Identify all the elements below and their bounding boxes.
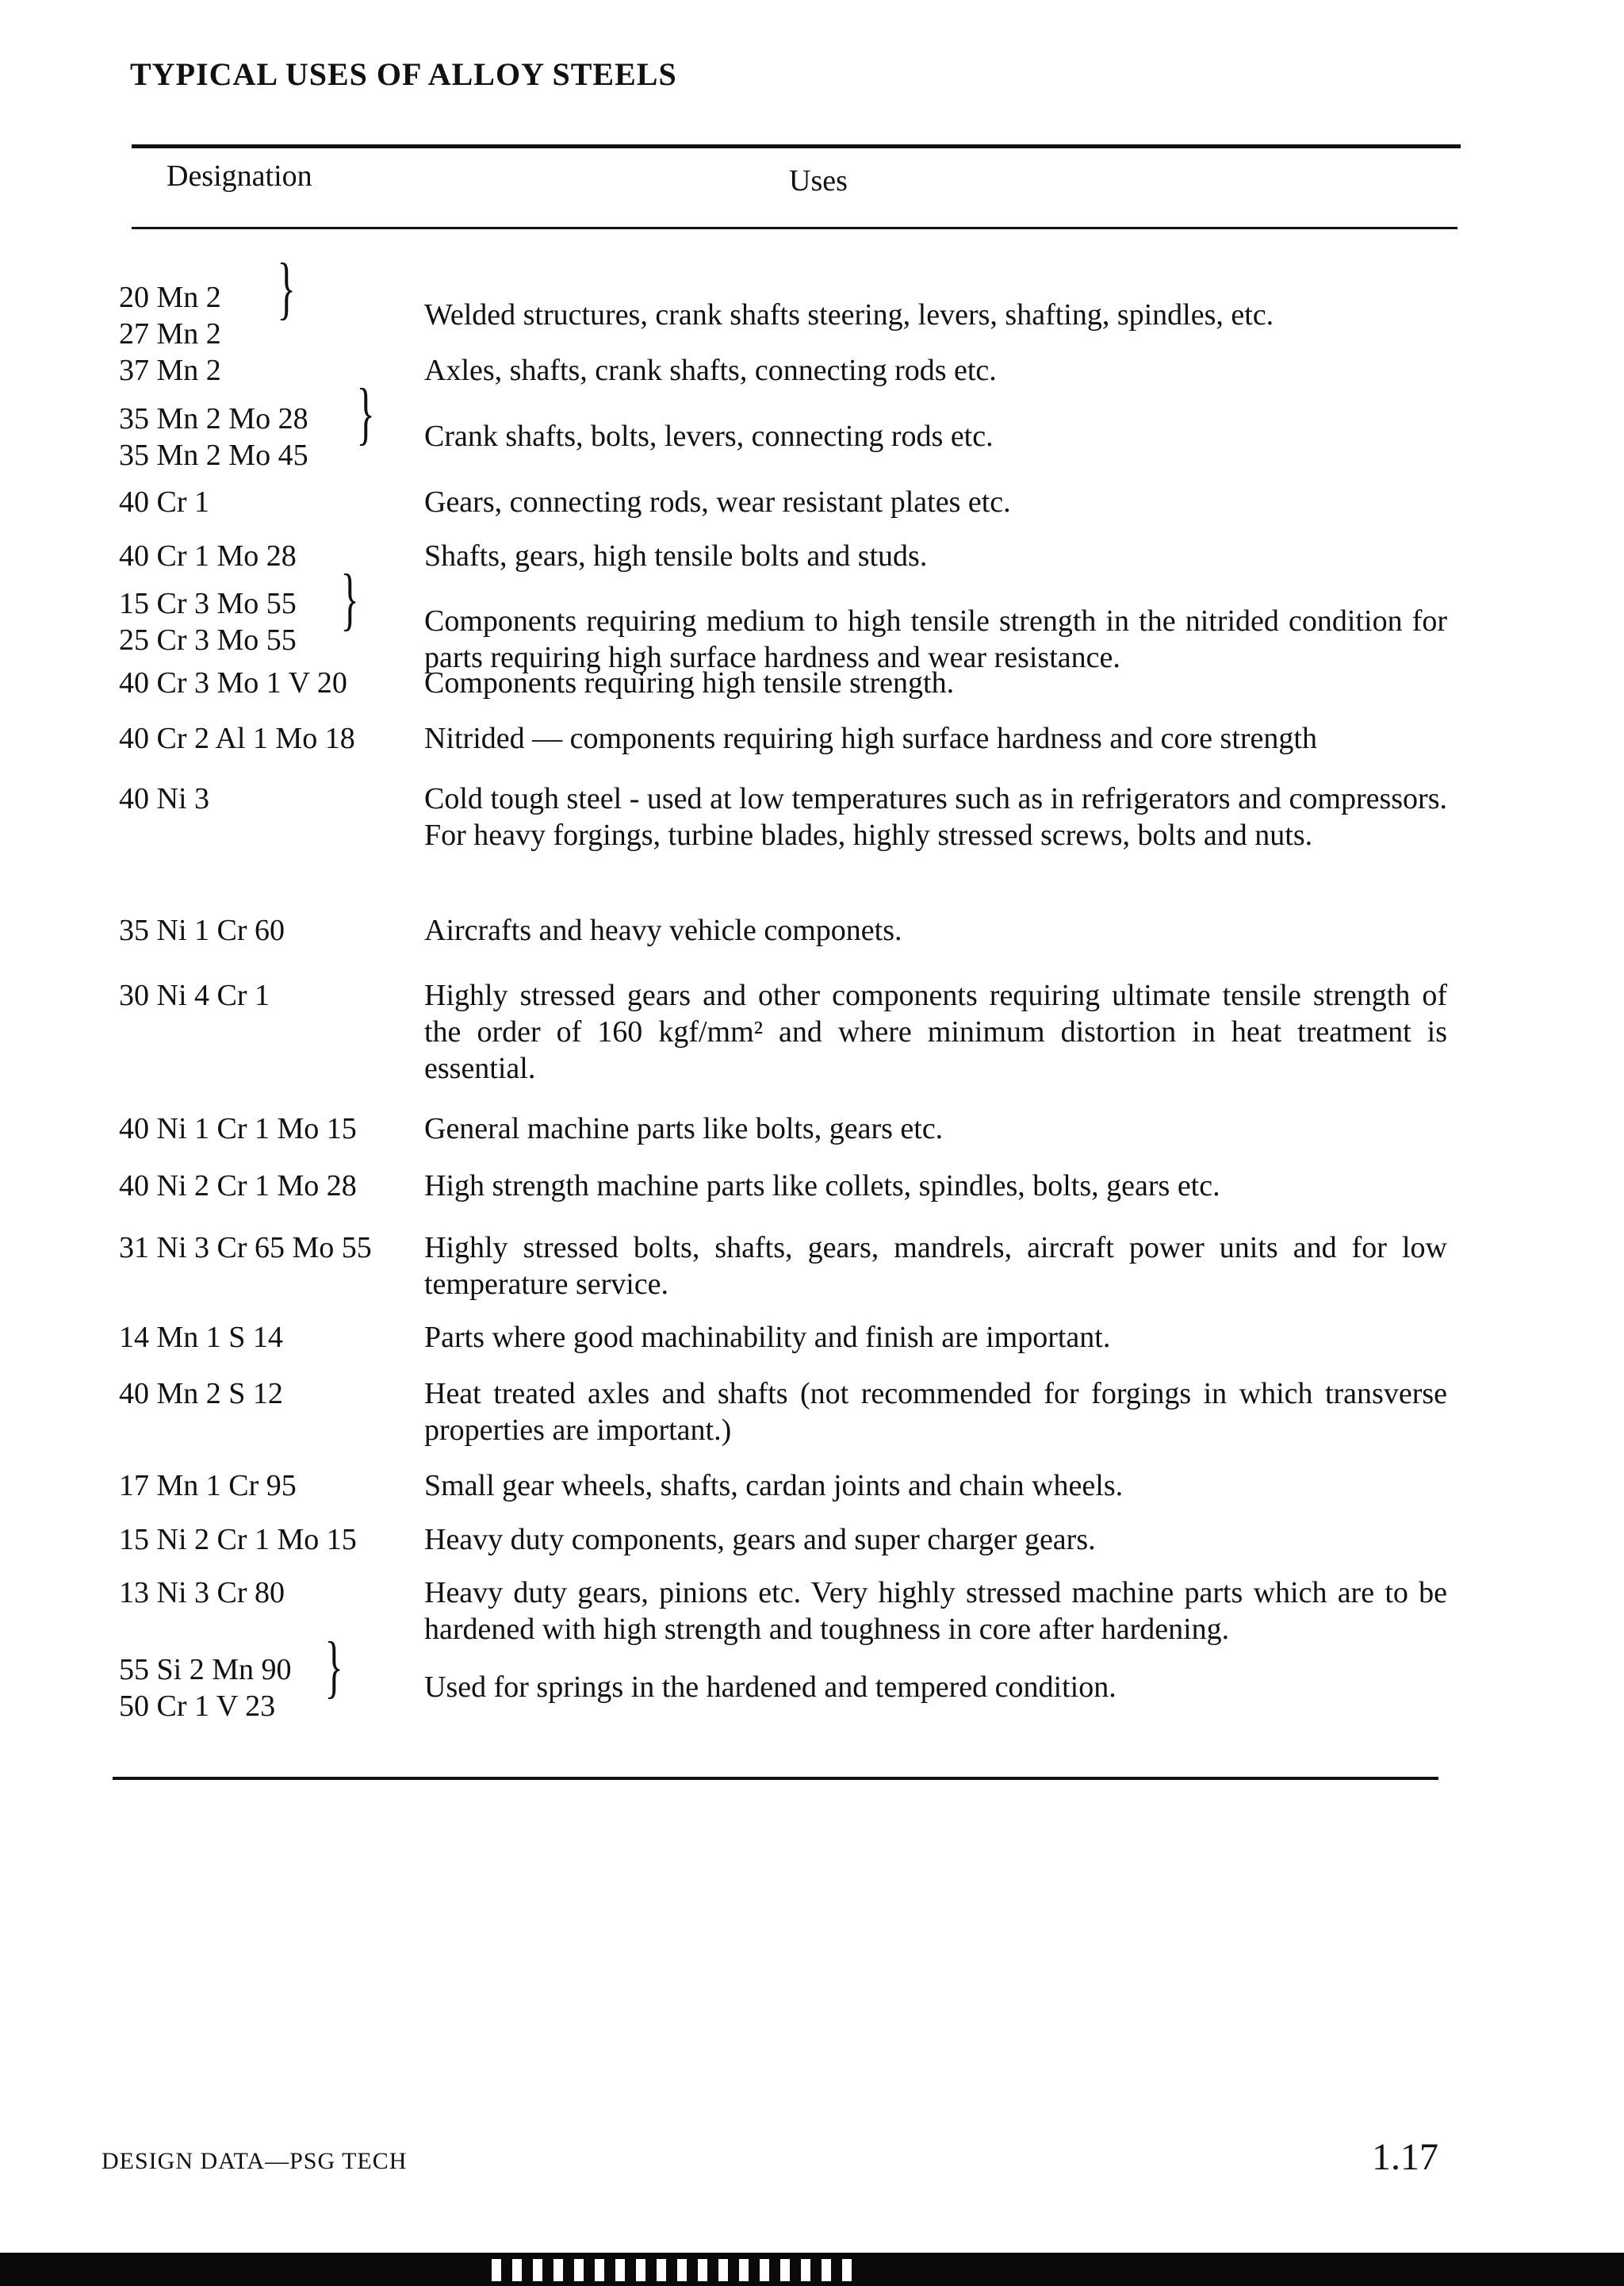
page-number: 1.17 (1372, 2136, 1438, 2178)
barcode-mark (533, 2259, 542, 2281)
designation-text: 35 Mn 2 Mo 28 (119, 402, 308, 435)
designation-text: 30 Ni 4 Cr 1 (119, 979, 270, 1012)
barcode-mark (698, 2259, 707, 2281)
designation-text: 35 Ni 1 Cr 60 (119, 914, 285, 947)
uses-cell: Components requiring high tensile strength. (424, 666, 955, 700)
uses-cell: Small gear wheels, shafts, cardan joints and chain wheels. (424, 1469, 1124, 1502)
designation-text: 40 Ni 1 Cr 1 Mo 15 (119, 1112, 357, 1145)
barcode-mark (492, 2259, 501, 2281)
grouping-brace: } (324, 1628, 343, 1705)
designation-text: 40 Mn 2 S 12 (119, 1377, 283, 1410)
designation-cell (119, 1375, 420, 1412)
barcode-mark (615, 2259, 625, 2281)
uses-cell: Axles, shafts, crank shafts, connecting rods etc. (424, 354, 997, 387)
designation-text: 14 Mn 1 S 14 (119, 1321, 283, 1354)
designation-cell (119, 1651, 420, 1724)
grouping-brace: } (277, 250, 296, 327)
designation-cell (119, 1467, 420, 1504)
uses-cell: Used for springs in the hardened and tempered condition. (424, 1670, 1116, 1704)
uses-cell: Crank shafts, bolts, levers, connecting rods etc. (424, 420, 994, 453)
barcode-mark (780, 2259, 790, 2281)
designation-text: 13 Ni 3 Cr 80 (119, 1576, 285, 1609)
designation-cell (119, 538, 420, 574)
designation-cell (119, 484, 420, 520)
uses-cell: Heavy duty components, gears and super charger gears. (424, 1523, 1096, 1556)
barcode-mark (574, 2259, 584, 2281)
table-bottom-rule (113, 1777, 1438, 1780)
designation-cell (119, 977, 420, 1014)
uses-cell: Aircrafts and heavy vehicle componets. (424, 914, 902, 947)
designation-text: 40 Ni 3 (119, 782, 209, 815)
designation-cell (119, 1521, 420, 1558)
barcode-mark (842, 2259, 852, 2281)
designation-text: 40 Cr 2 Al 1 Mo 18 (119, 722, 355, 755)
barcode-mark (760, 2259, 769, 2281)
designation-text: 50 Cr 1 V 23 (119, 1690, 276, 1723)
barcode-mark (595, 2259, 604, 2281)
uses-cell: Heat treated axles and shafts (not recommended for forgings in which transverse properties are important.) (424, 1377, 1447, 1447)
designation-cell (119, 781, 420, 817)
designation-text: 17 Mn 1 Cr 95 (119, 1469, 297, 1502)
uses-cell: Cold tough steel - used at low temperatures such as in refrigerators and compressors. For heavy forgings, turbine blades, highly stressed screws, bolts and nuts. (424, 782, 1447, 852)
header-designation: Designation (167, 159, 312, 193)
barcode-mark (739, 2259, 749, 2281)
table-header-rule (132, 227, 1457, 229)
uses-cell: Gears, connecting rods, wear resistant plates etc. (424, 485, 1011, 519)
barcode-mark (512, 2259, 522, 2281)
designation-cell (119, 352, 420, 389)
barcode-mark (801, 2259, 810, 2281)
barcode-mark (822, 2259, 831, 2281)
barcode-mark (657, 2259, 666, 2281)
designation-text: 40 Cr 1 Mo 28 (119, 539, 297, 573)
barcode-mark (718, 2259, 728, 2281)
header-uses: Uses (789, 164, 848, 198)
uses-cell: Heavy duty gears, pinions etc. Very highly stressed machine parts which are to be hardened with high strength and toughness in core after hardening. (424, 1576, 1447, 1646)
designation-cell (119, 1110, 420, 1147)
uses-cell: Welded structures, crank shafts steering, levers, shafting, spindles, etc. (424, 298, 1274, 332)
uses-cell: General machine parts like bolts, gears etc. (424, 1112, 944, 1145)
designation-text: 31 Ni 3 Cr 65 Mo 55 (119, 1231, 372, 1264)
designation-text: 40 Ni 2 Cr 1 Mo 28 (119, 1169, 357, 1202)
grouping-brace: } (340, 561, 359, 638)
barcode-marks (492, 2259, 852, 2281)
designation-cell (119, 1229, 420, 1266)
designation-cell (119, 1168, 420, 1204)
designation-text: 55 Si 2 Mn 90 (119, 1653, 292, 1686)
barcode-mark (677, 2259, 687, 2281)
designation-text: 40 Cr 1 (119, 485, 209, 519)
designation-cell (119, 401, 420, 474)
designation-cell (119, 720, 420, 757)
designation-cell (119, 279, 420, 352)
uses-cell: Shafts, gears, high tensile bolts and studs. (424, 539, 928, 573)
table-top-rule (132, 144, 1461, 148)
uses-cell: Highly stressed gears and other components requiring ultimate tensile strength of the order of 160 kgf/mm² and where minimum distortion in heat treatment is essential. (424, 979, 1447, 1085)
designation-text: 40 Cr 3 Mo 1 V 20 (119, 666, 347, 700)
designation-text: 20 Mn 2 (119, 281, 221, 314)
designation-text: 15 Cr 3 Mo 55 (119, 587, 297, 620)
uses-cell: High strength machine parts like collets, spindles, bolts, gears etc. (424, 1169, 1220, 1202)
designation-text: 35 Mn 2 Mo 45 (119, 439, 308, 472)
uses-cell: Highly stressed bolts, shafts, gears, mandrels, aircraft power units and for low temperature service. (424, 1231, 1447, 1301)
designation-text: 15 Ni 2 Cr 1 Mo 15 (119, 1523, 357, 1556)
footer-source: DESIGN DATA—PSG TECH (102, 2148, 408, 2174)
uses-cell: Components requiring medium to high tensile strength in the nitrided condition for parts requiring high surface hardness and wear resistance. (424, 604, 1447, 674)
designation-cell (119, 1319, 420, 1356)
designation-text: 37 Mn 2 (119, 354, 221, 387)
uses-cell: Parts where good machinability and finish are important. (424, 1321, 1111, 1354)
designation-cell (119, 665, 420, 701)
designation-cell (119, 585, 420, 658)
uses-cell: Nitrided — components requiring high surface hardness and core strength (424, 722, 1317, 755)
grouping-brace: } (356, 375, 375, 452)
barcode-mark (636, 2259, 645, 2281)
designation-cell (119, 912, 420, 949)
barcode-mark (553, 2259, 563, 2281)
page-title: TYPICAL USES OF ALLOY STEELS (130, 56, 677, 92)
designation-text: 25 Cr 3 Mo 55 (119, 623, 297, 657)
designation-text: 27 Mn 2 (119, 317, 221, 351)
designation-cell (119, 1575, 420, 1611)
